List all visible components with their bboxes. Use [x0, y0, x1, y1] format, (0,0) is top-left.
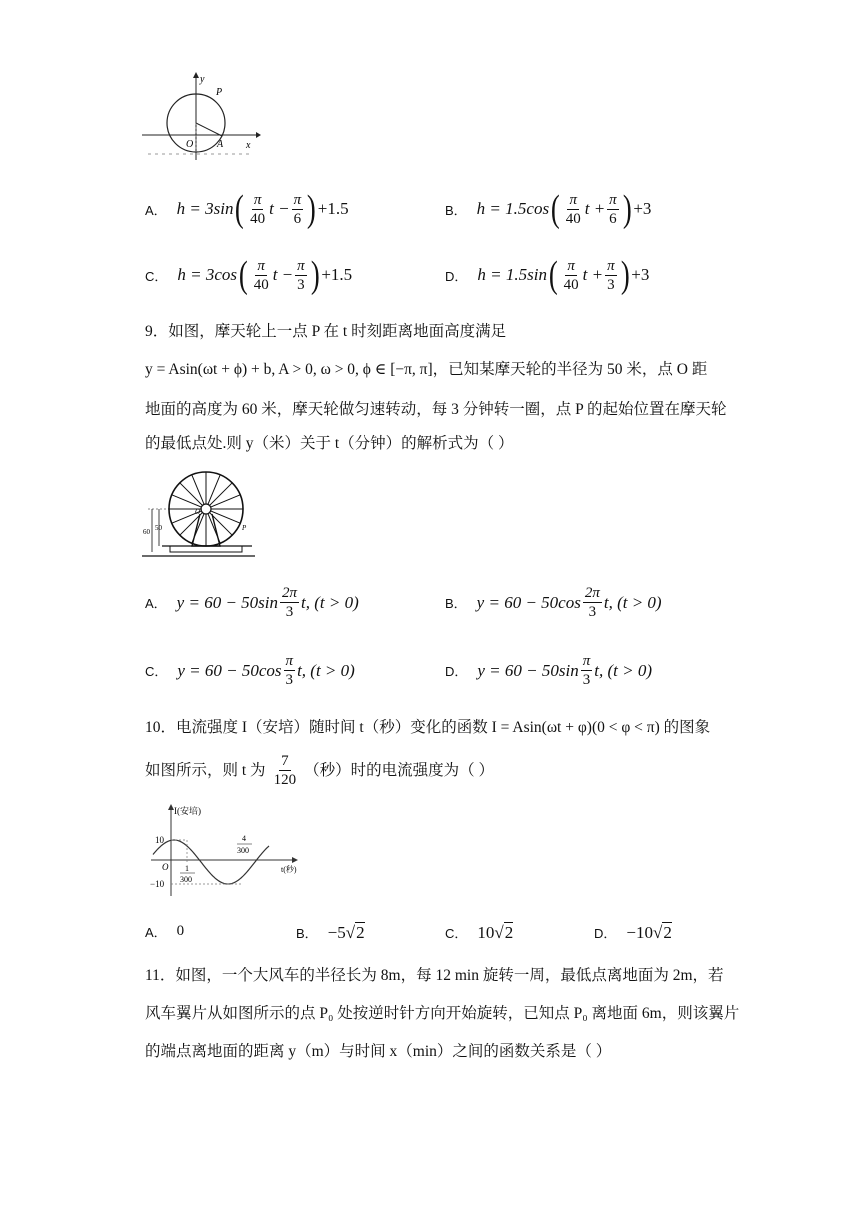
option-label: D．	[594, 926, 617, 941]
option-label: C．	[445, 926, 468, 941]
point-a-label: A	[217, 139, 224, 150]
q9-option-c[interactable]: C． y = 60 − 50cos $\frac{\pi}{3}$ t, (t > 0)	[145, 653, 355, 688]
q11-line-1: 11．如图，一个大风车的半径长为 8m，每 12 min 旋转一周，最低点离地面为 2m，若	[145, 967, 724, 984]
axis-x-label: x	[246, 140, 251, 151]
option-label: B．	[445, 596, 467, 611]
q9-option-b[interactable]: B． y = 60 − 50cos $\frac{2\pi}{3}$ t, (t > 0)	[445, 585, 662, 620]
origin-label: O	[186, 139, 194, 150]
graph-tick-2-den: 300	[237, 846, 249, 855]
q10-line-2: 如图所示，则 t 为 $\frac{7}{120}$ （秒）时的电流强度为（ ）	[145, 753, 494, 788]
current-graph-figure	[145, 802, 303, 898]
option-label: B．	[296, 926, 318, 941]
q8-option-c[interactable]: C． h = 3cos ( $\frac{\pi}{40}$ t − $\frac{\pi}{3}$ ) +1.5	[145, 254, 353, 296]
graph-tick-1-num: 1	[185, 864, 189, 873]
graph-y-max-label: 10	[155, 835, 164, 845]
wheel-height-50-label: 50	[155, 524, 162, 532]
graph-tick-1-den: 300	[180, 875, 192, 884]
q9-line-2: y = Asin(ωt + ϕ) + b, A > 0, ω > 0, ϕ ∈ [−π, π]，已知某摩天轮的半径为 50 米，点 O 距	[145, 361, 708, 378]
q11-line-3: 的端点离地面的距离 y（m）与时间 x（min）之间的函数关系是（ ）	[145, 1043, 612, 1060]
option-label: C．	[145, 664, 168, 679]
q10-option-c[interactable]: C． 10 √ 2	[445, 922, 514, 942]
point-p-label: P	[216, 87, 223, 98]
option-label: B．	[445, 202, 467, 218]
q9-option-a[interactable]: A． y = 60 − 50sin $\frac{2\pi}{3}$ t, (t > 0)	[145, 585, 359, 620]
option-label: A．	[145, 202, 167, 218]
wheel-height-60-label: 60	[143, 528, 150, 536]
wheel-center-label: O	[195, 508, 201, 516]
graph-y-min-label: −10	[150, 879, 165, 889]
q10-option-b[interactable]: B． −5 √ 2	[296, 922, 365, 942]
q10-line-1: 10．电流强度 I（安培）随时间 t（秒）变化的函数 I = Asin(ωt + φ)(0 < φ < π) 的图象	[145, 719, 711, 736]
wheel-point-p-label: P	[242, 524, 247, 532]
q8-option-a[interactable]: A． h = 3sin ( $\frac{\pi}{40}$ t − $\frac{\pi}{6}$ ) +1.5	[145, 188, 349, 230]
graph-y-axis-label: I(安培)	[174, 806, 201, 816]
axis-y-label: y	[200, 74, 205, 85]
option-label: D．	[445, 664, 468, 679]
q9-line-1: 9．如图，摩天轮上一点 P 在 t 时刻距离地面高度满足	[145, 323, 507, 340]
q8-option-b[interactable]: B． h = 1.5cos ( $\frac{\pi}{40}$ t + $\frac{\pi}{6}$ ) +3	[445, 188, 652, 230]
graph-x-axis-label: t(秒)	[281, 865, 297, 874]
unit-circle-figure	[140, 70, 262, 162]
q10-option-a[interactable]: A． 0	[145, 923, 185, 940]
q9-line-3: 地面的高度为 60 米，摩天轮做匀速转动，每 3 分钟转一圈，点 P 的起始位置在摩天轮	[145, 401, 727, 418]
option-label: C．	[145, 268, 168, 284]
ferris-wheel-figure	[142, 468, 257, 560]
graph-origin-label: O	[162, 862, 169, 872]
option-label: A．	[145, 925, 167, 940]
q8-option-d[interactable]: D． h = 1.5sin ( $\frac{\pi}{40}$ t + $\frac{\pi}{3}$ ) +3	[445, 254, 650, 296]
q11-line-2: 风车翼片从如图所示的点 P₀ 处按逆时针方向开始旋转，已知点 P₀ 离地面 6m，则该翼片	[145, 1005, 740, 1022]
graph-tick-2-num: 4	[242, 834, 246, 843]
current-sine-curve	[153, 840, 269, 884]
q9-line-4: 的最低点处.则 y（米）关于 t（分钟）的解析式为（ ）	[145, 435, 514, 452]
q10-option-d[interactable]: D． −10 √ 2	[594, 922, 672, 942]
option-label: D．	[445, 268, 468, 284]
option-label: A．	[145, 596, 167, 611]
q9-option-d[interactable]: D． y = 60 − 50sin $\frac{\pi}{3}$ t, (t > 0)	[445, 653, 652, 688]
